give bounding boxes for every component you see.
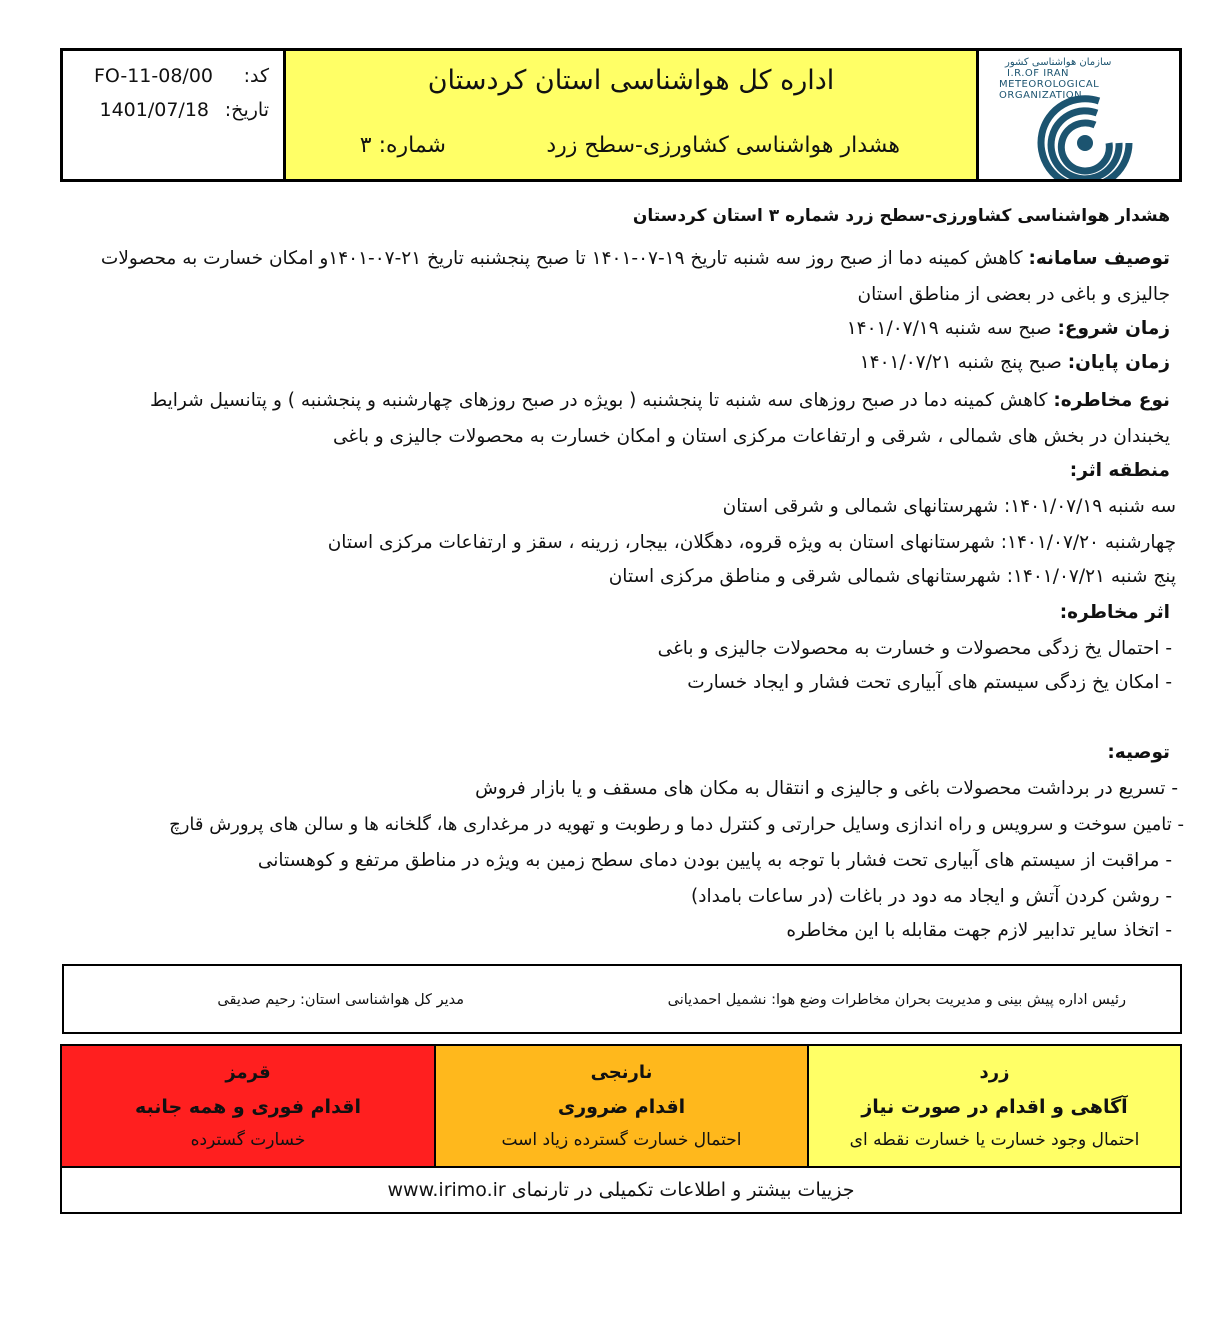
- meteorological-logo-icon: [979, 51, 1179, 179]
- level-yellow-cell: [809, 1046, 1180, 1166]
- code-date-box: [63, 51, 286, 179]
- date-label: تاریخ:: [224, 99, 269, 121]
- advice-label: توصیه:: [1107, 742, 1170, 763]
- level-name: قرمز: [225, 1062, 271, 1083]
- advice-item: - تامین سوخت و سرویس و راه اندازی وسایل حرارتی و کنترل دما و رطوبت و تهویه در مرغداری ها، گلخانه ها و سالن های پرورش قارچ: [169, 814, 1184, 835]
- page-title: اداره کل هواشناسی استان کردستان: [427, 65, 835, 96]
- start-time: [847, 318, 1170, 339]
- system-description-label: توصیف سامانه:: [1028, 248, 1170, 269]
- title-box: [286, 51, 979, 179]
- level-action: اقدام فوری و همه جانبه: [134, 1096, 361, 1118]
- advice-item: - اتخاذ سایر تدابیر لازم جهت مقابله با این مخاطره: [786, 920, 1172, 941]
- affected-area-item: چهارشنبه ۱۴۰۱/۰۷/۲۰: شهرستانهای استان به ویژه قروه، دهگلان، بیجار، زرینه ، سقز و ارتفاعات مرکزی استان: [327, 532, 1176, 553]
- logo-box: [979, 51, 1179, 179]
- hazard-type-line-1: [150, 390, 1170, 411]
- advice-item: - مراقبت از سیستم های آبیاری تحت فشار با توجه به پایین بودن دمای سطح زمین به ویژه در مناطق مرتفع و کوهستانی: [257, 850, 1172, 871]
- logo-en-text-2: METEOROLOGICAL: [999, 79, 1100, 90]
- hazard-type-label: نوع مخاطره:: [1053, 390, 1170, 411]
- system-description-line-1: [101, 248, 1170, 269]
- system-description-text-1: کاهش کمینه دما از صبح روز سه شنبه تاریخ ۱۹-۰۷-۱۴۰۱ تا صبح پنجشنبه تاریخ ۲۱-۰۷-۱۴۰۱و امکان خسارت به محصولات: [100, 248, 1023, 269]
- start-time-label: زمان شروع:: [1057, 318, 1170, 339]
- hazard-effect-label: اثر مخاطره:: [1059, 602, 1170, 623]
- level-description: احتمال وجود خسارت یا خسارت نقطه ای: [849, 1130, 1140, 1150]
- advice-item: - روشن کردن آتش و ایجاد مه دود در باغات (در ساعات بامداد): [691, 886, 1172, 907]
- hazard-type-text-1: کاهش کمینه دما در صبح روزهای سه شنبه تا پنجشنبه ( بویژه در صبح روزهای چهارشنبه و پنجشنبه ) و پتانسیل شرایط: [150, 390, 1048, 411]
- footer-website-note: جزییات بیشتر و اطلاعات تکمیلی در تارنمای www.irimo.ir: [62, 1166, 1180, 1216]
- logo-fa-text: سازمان هواشناسی کشور: [1005, 57, 1112, 68]
- start-time-value: صبح سه شنبه ۱۴۰۱/۰۷/۱۹: [846, 318, 1052, 339]
- logo-en-text-1: I.R.OF IRAN: [1007, 68, 1070, 79]
- hazard-effect-item: - احتمال یخ زدگی محصولات و خسارت به محصولات جالیزی و باغی: [657, 638, 1172, 659]
- logo-en-text-3: ORGANIZATION: [999, 90, 1083, 101]
- end-time-label: زمان پایان:: [1067, 352, 1170, 373]
- level-name: زرد: [979, 1062, 1010, 1083]
- level-red-cell: [62, 1046, 436, 1166]
- hazard-type-text-2: یخبندان در بخش های شمالی ، شرقی و ارتفاعات مرکزی استان و امکان خسارت به محصولات جالیزی و باغی: [332, 426, 1170, 447]
- document-header: [60, 48, 1182, 182]
- affected-area-item: سه شنبه ۱۴۰۱/۰۷/۱۹: شهرستانهای شمالی و شرقی استان: [722, 496, 1176, 517]
- level-name: نارنجی: [590, 1062, 653, 1083]
- end-time: [860, 352, 1170, 373]
- affected-area-label: منطقه اثر:: [1069, 460, 1170, 481]
- system-description-text-2: جالیزی و باغی در بعضی از مناطق استان: [857, 284, 1170, 305]
- date-value: 1401/07/18: [99, 99, 209, 121]
- code-value: FO-11-08/00: [93, 65, 213, 87]
- forecast-head-signature: رئیس اداره پیش بینی و مدیریت بحران مخاطرات وضع هوا: نشمیل احمدیانی: [667, 992, 1126, 1008]
- level-description: احتمال خسارت گسترده زیاد است: [501, 1130, 742, 1150]
- warning-subtitle: هشدار هواشناسی کشاورزی-سطح زرد: [546, 133, 900, 158]
- level-orange-cell: [436, 1046, 809, 1166]
- affected-area-item: پنج شنبه ۱۴۰۱/۰۷/۲۱: شهرستانهای شمالی شرقی و مناطق مرکزی استان: [608, 566, 1176, 587]
- level-action: اقدام ضروری: [557, 1096, 686, 1118]
- code-label: کد:: [243, 65, 269, 87]
- advice-item: - تسریع در برداشت محصولات باغی و جالیزی و انتقال به مکان های مسقف و یا بازار فروش: [475, 778, 1178, 799]
- hazard-effect-item: - امکان یخ زدگی سیستم های آبیاری تحت فشار و ایجاد خسارت: [687, 672, 1172, 693]
- level-action: آگاهی و اقدام در صورت نیاز: [861, 1096, 1128, 1118]
- warning-number: شماره: ۳: [359, 133, 446, 158]
- level-description: خسارت گسترده: [190, 1130, 306, 1150]
- signature-box: [62, 964, 1182, 1034]
- warning-levels-table: [60, 1044, 1182, 1214]
- body-heading: هشدار هواشناسی کشاورزی-سطح زرد شماره ۳ استان کردستان: [632, 206, 1170, 226]
- end-time-value: صبح پنج شنبه ۱۴۰۱/۰۷/۲۱: [859, 352, 1062, 373]
- director-signature: مدیر کل هواشناسی استان: رحیم صدیقی: [217, 992, 464, 1008]
